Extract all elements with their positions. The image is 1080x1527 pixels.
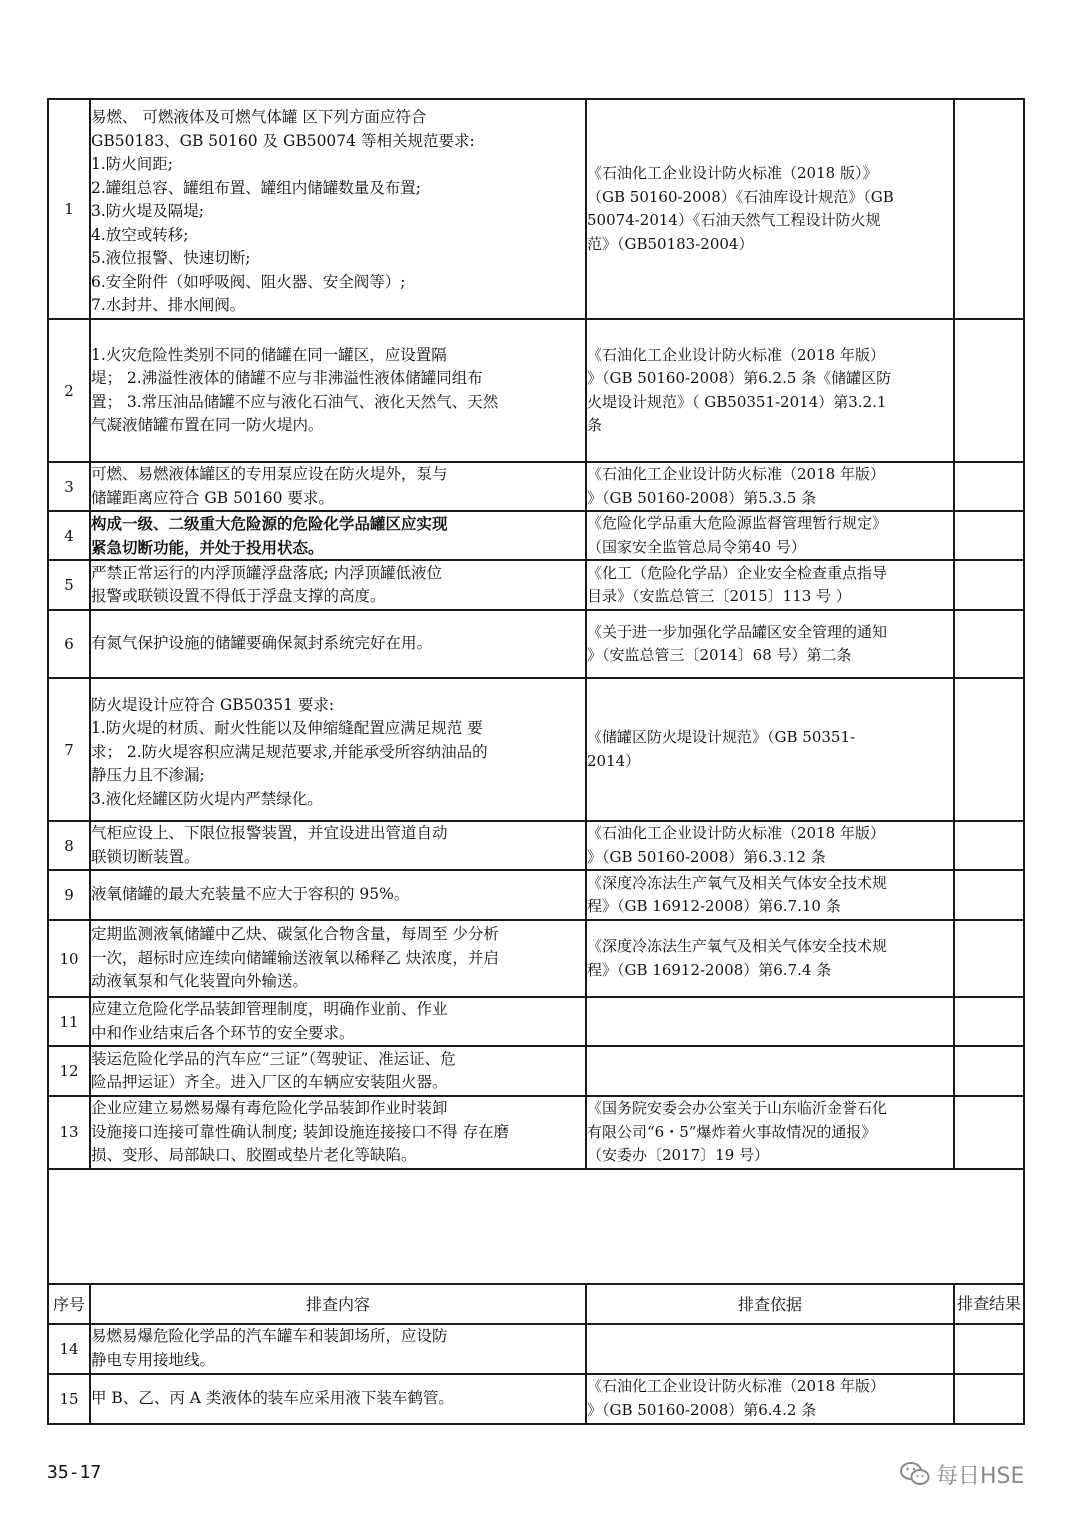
header-basis: 排查依据 xyxy=(586,1284,954,1324)
check-basis xyxy=(586,99,954,319)
check-basis xyxy=(586,1374,954,1424)
row-number: 12 xyxy=(48,1046,90,1096)
check-result[interactable] xyxy=(954,462,1024,511)
basis-line: 《深度冷冻法生产氧气及相关气体安全技术规 xyxy=(587,873,888,892)
table-body-top xyxy=(48,99,1024,1169)
row-number: 9 xyxy=(48,870,90,920)
basis-line: 《深度冷冻法生产氧气及相关气体安全技术规 xyxy=(587,937,888,955)
table-row xyxy=(48,920,1024,997)
check-basis xyxy=(586,870,954,920)
check-content xyxy=(90,678,586,821)
content-line: 动液氧泵和气化装置向外输送。 xyxy=(91,972,309,991)
row-number: 15 xyxy=(48,1374,90,1424)
header-row xyxy=(48,1284,1024,1324)
check-result[interactable] xyxy=(954,610,1024,678)
check-basis xyxy=(586,920,954,997)
check-content xyxy=(90,99,586,319)
content-line: 静电专用接地线。 xyxy=(91,1350,216,1369)
table-row xyxy=(48,511,1024,560)
content-line: 设施接口连接可靠性确认制度; 装卸设施连接接口不得 存在磨 xyxy=(91,1122,510,1141)
table-body-bottom xyxy=(48,1324,1024,1424)
check-basis xyxy=(586,462,954,511)
basis-line: 》（GB 50160-2008）第6.4.2 条 xyxy=(587,1400,817,1419)
check-content xyxy=(90,610,586,678)
table-row xyxy=(48,99,1024,319)
check-result[interactable] xyxy=(954,870,1024,920)
basis-line: 《危险化学品重大危险源监督管理暂行规定》 xyxy=(587,514,888,532)
header-result: 排查结果 xyxy=(954,1284,1024,1324)
content-line: 定期监测液氧储罐中乙炔、碳氢化合物含量，每周至 少分析 xyxy=(91,925,499,944)
check-basis xyxy=(586,511,954,560)
check-content xyxy=(90,462,586,511)
content-line: 构成一级、二级重大危险源的危险化学品罐区应实现 xyxy=(91,514,448,533)
content-line: 易燃易爆危险化学品的汽车罐车和装卸场所，应设防 xyxy=(91,1327,448,1345)
check-content xyxy=(90,1324,586,1374)
check-content xyxy=(90,1046,586,1096)
check-result[interactable] xyxy=(954,678,1024,821)
row-number: 7 xyxy=(48,678,90,821)
content-line: 气柜应设上、下限位报警装置，并宜设进出管道自动 xyxy=(91,824,448,842)
content-line: 企业应建立易燃易爆有毒危险化学品装卸作业时装卸 xyxy=(91,1099,448,1117)
header-no: 序号 xyxy=(48,1284,90,1324)
watermark xyxy=(900,1458,1024,1490)
check-content xyxy=(90,870,586,920)
check-basis xyxy=(586,1096,954,1169)
content-line: 中和作业结束后各个环节的安全要求。 xyxy=(91,1023,355,1042)
content-line: 6.安全附件（如呼吸阀、阻火器、安全阀等）; xyxy=(91,272,406,291)
content-line: 应建立危险化学品装卸管理制度，明确作业前、作业 xyxy=(91,1000,448,1018)
content-line: 1.防火堤的材质、耐火性能以及伸缩缝配置应满足规范 要 xyxy=(91,719,483,738)
check-basis xyxy=(586,997,954,1046)
blank-spacer-cell xyxy=(48,1169,1024,1284)
basis-line: 程》（GB 16912-2008）第6.7.4 条 xyxy=(587,960,832,979)
header-content: 排查内容 xyxy=(90,1284,586,1324)
basis-line: 条 xyxy=(587,416,603,434)
check-result[interactable] xyxy=(954,1096,1024,1169)
wechat-icon xyxy=(900,1461,930,1487)
row-number: 8 xyxy=(48,821,90,870)
content-line: 堤； 2.沸溢性液体的储罐不应与非沸溢性液体储罐同组布 xyxy=(91,369,483,387)
row-number: 11 xyxy=(48,997,90,1046)
check-content xyxy=(90,511,586,560)
check-result[interactable] xyxy=(954,560,1024,610)
table-row xyxy=(48,1374,1024,1424)
check-basis xyxy=(586,1046,954,1096)
check-content xyxy=(90,997,586,1046)
basis-line: 》（GB 50160-2008）第5.3.5 条 xyxy=(587,488,817,507)
content-line: 严禁正常运行的内浮顶罐浮盘落底; 内浮顶罐低液位 xyxy=(91,563,443,582)
basis-line: 火堤设计规范》（ GB50351-2014）第3.2.1 xyxy=(587,392,887,411)
row-number: 6 xyxy=(48,610,90,678)
content-line: 置； 3.常压油品储罐不应与液化石油气、液化天然气、天然 xyxy=(91,392,499,411)
check-basis xyxy=(586,678,954,821)
check-basis xyxy=(586,560,954,610)
table-row xyxy=(48,462,1024,511)
check-result[interactable] xyxy=(954,1324,1024,1374)
table-spacer-section xyxy=(48,1169,1024,1284)
check-basis xyxy=(586,1324,954,1374)
basis-line: 《化工（危险化学品）企业安全检查重点指导 xyxy=(587,563,888,582)
basis-line: 》（GB 50160-2008）第6.3.12 条 xyxy=(587,847,826,866)
inspection-table xyxy=(47,98,1025,1425)
check-content xyxy=(90,319,586,462)
content-line: 气凝液储罐布置在同一防火堤内。 xyxy=(91,416,324,434)
content-line: 甲 B、乙、丙 A 类液体的装车应采用液下装车鹤管。 xyxy=(91,1388,454,1407)
basis-line: 》（安监总管三〔2014〕68 号）第二条 xyxy=(587,646,852,664)
content-line: 7.水封井、排水闸阀。 xyxy=(91,296,246,315)
check-content xyxy=(90,920,586,997)
basis-line: 程》（GB 16912-2008）第6.7.10 条 xyxy=(587,897,841,915)
content-line: 险品押运证）齐全。进入厂区的车辆应安装阻火器。 xyxy=(91,1073,448,1091)
row-number: 2 xyxy=(48,319,90,462)
check-result[interactable] xyxy=(954,1374,1024,1424)
check-content xyxy=(90,821,586,870)
check-basis xyxy=(586,821,954,870)
watermark-text: 每日HSE xyxy=(936,1463,1025,1489)
content-line: 5.液位报警、快速切断; xyxy=(91,249,251,268)
content-line: GB50183、GB 50160 及 GB50074 等相关规范要求: xyxy=(91,131,475,150)
check-result[interactable] xyxy=(954,920,1024,997)
table-row xyxy=(48,821,1024,870)
basis-line: 《石油化工企业设计防火标准（2018 年版） xyxy=(587,824,885,842)
basis-line: 2014） xyxy=(587,751,641,770)
row-number: 10 xyxy=(48,920,90,997)
basis-line: 《石油化工企业设计防火标准（2018 年版） xyxy=(587,465,885,483)
table-row xyxy=(48,678,1024,821)
content-line: 液氧储罐的最大充装量不应大于容积的 95%。 xyxy=(91,885,410,904)
check-result[interactable] xyxy=(954,997,1024,1046)
content-line: 装运危险化学品的汽车应“三证”（驾驶证、准运证、危 xyxy=(91,1049,456,1068)
basis-line: 有限公司“6・5”爆炸着火事故情况的通报》 xyxy=(587,1122,877,1141)
content-line: 2.罐组总容、罐组布置、罐组内储罐数量及布置; xyxy=(91,178,422,197)
basis-line: 《石油化工企业设计防火标准（2018 年版） xyxy=(587,345,885,364)
check-basis xyxy=(586,319,954,462)
table-row xyxy=(48,560,1024,610)
basis-line: （国家安全监管总局令第40 号） xyxy=(587,537,806,556)
content-line: 一次，超标时应连续向储罐输送液氧以稀释乙 炔浓度，并启 xyxy=(91,948,499,967)
row-number: 1 xyxy=(48,99,90,319)
table-row xyxy=(48,1096,1024,1169)
check-result[interactable] xyxy=(954,511,1024,560)
check-content xyxy=(90,1096,586,1169)
basis-line: 《国务院安委会办公室关于山东临沂金誉石化 xyxy=(587,1099,888,1117)
row-number: 3 xyxy=(48,462,90,511)
content-line: 静压力且不渗漏; xyxy=(91,766,205,785)
row-number: 4 xyxy=(48,511,90,560)
table-row xyxy=(48,1046,1024,1096)
check-result[interactable] xyxy=(954,319,1024,462)
content-line: 可燃、易燃液体罐区的专用泵应设在防火堤外，泵与 xyxy=(91,465,448,483)
check-result[interactable] xyxy=(954,99,1024,319)
check-basis xyxy=(586,610,954,678)
content-line: 3.液化烃罐区防火堤内严禁绿化。 xyxy=(91,789,323,808)
table-header-section xyxy=(48,1284,1024,1324)
content-line: 报警或联锁设置不得低于浮盘支撑的高度。 xyxy=(91,587,386,605)
content-line: 联锁切断装置。 xyxy=(91,847,200,866)
check-content xyxy=(90,1374,586,1424)
content-line: 储罐距离应符合 GB 50160 要求。 xyxy=(91,488,334,507)
row-number: 13 xyxy=(48,1096,90,1169)
content-line: 4.放空或转移; xyxy=(91,225,189,244)
basis-line: 目录》（安监总管三〔2015〕113 号 ） xyxy=(587,587,851,605)
page-number: 35-17 xyxy=(47,1462,102,1483)
content-line: 损、变形、局部缺口、胶圈或垫片老化等缺陷。 xyxy=(91,1146,417,1164)
content-line: 有氮气保护设施的储罐要确保氮封系统完好在用。 xyxy=(91,634,433,653)
content-line: 紧急切断功能，并处于投用状态。 xyxy=(91,537,324,557)
row-number: 5 xyxy=(48,560,90,610)
table-row xyxy=(48,610,1024,678)
table-row xyxy=(48,319,1024,462)
basis-line: 范》（GB50183-2004） xyxy=(587,234,754,253)
content-line: 1.防火间距; xyxy=(91,155,174,174)
content-line: 3.防火堤及隔堤; xyxy=(91,202,205,221)
check-result[interactable] xyxy=(954,1046,1024,1096)
content-line: 防火堤设计应符合 GB50351 要求: xyxy=(91,695,335,714)
basis-line: 《石油化工企业设计防火标准（2018 年版） xyxy=(587,1377,885,1395)
basis-line: 》（GB 50160-2008）第6.2.5 条《储罐区防 xyxy=(587,369,892,387)
basis-line: （GB 50160-2008）《石油库设计规范》（GB xyxy=(587,187,894,206)
row-number: 14 xyxy=(48,1324,90,1374)
table-row xyxy=(48,997,1024,1046)
content-line: 求； 2.防火堤容积应满足规范要求,并能承受所容纳油品的 xyxy=(91,742,488,761)
basis-line: 《关于进一步加强化学品罐区安全管理的通知 xyxy=(587,622,888,641)
content-line: 1.火灾危险性类别不同的储罐在同一罐区，应设置隔 xyxy=(91,345,447,364)
basis-line: 50074-2014）《石油天然气工程设计防火规 xyxy=(587,211,881,229)
table-row xyxy=(48,1324,1024,1374)
content-line: 易燃、 可燃液体及可燃气体罐 区下列方面应符合 xyxy=(91,108,427,127)
check-result[interactable] xyxy=(954,821,1024,870)
table-row xyxy=(48,870,1024,920)
basis-line: 《储罐区防火堤设计规范》（GB 50351- xyxy=(587,728,856,746)
basis-line: 《石油化工企业设计防火标准（2018 版）》 xyxy=(587,164,878,182)
basis-line: （安委办〔2017〕19 号） xyxy=(587,1146,770,1164)
check-content xyxy=(90,560,586,610)
